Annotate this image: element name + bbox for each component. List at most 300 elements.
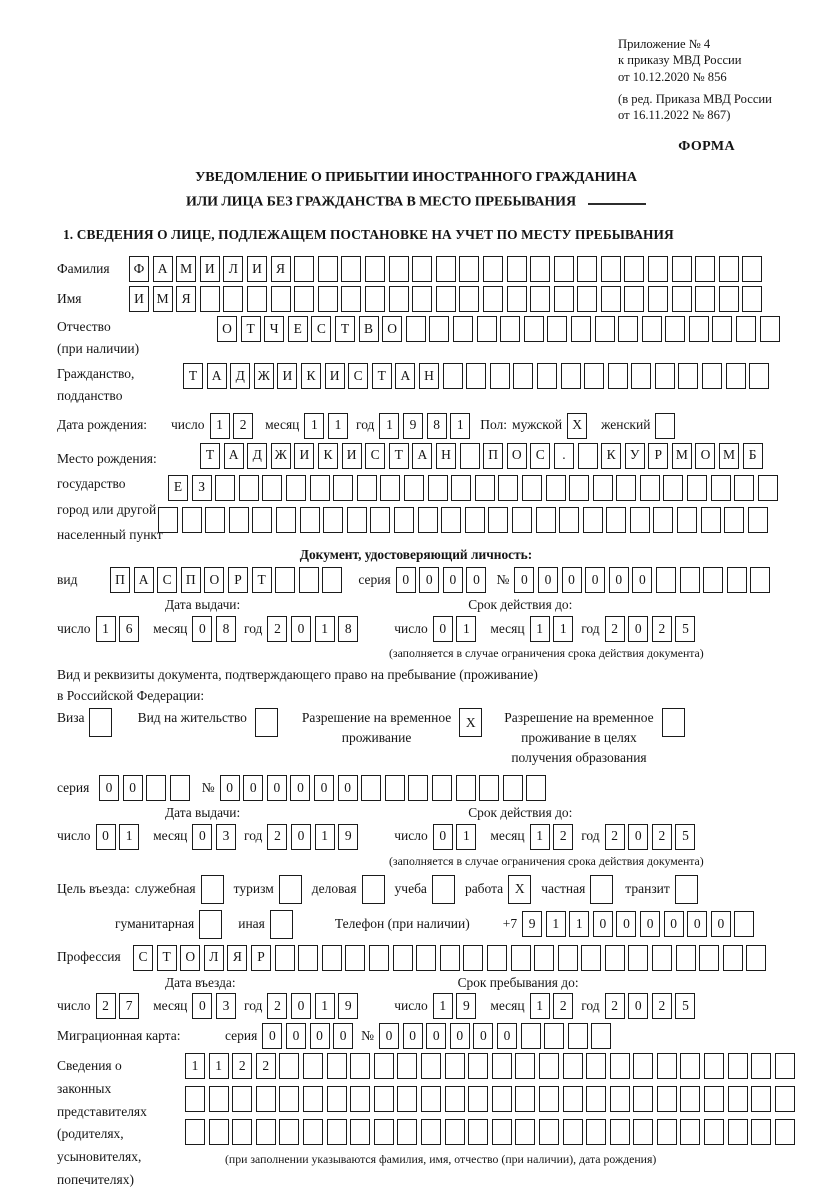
citizenship-cells: [183, 363, 769, 389]
cell-box: [323, 507, 343, 533]
cell-box: С: [365, 443, 385, 469]
cell-box: [232, 1119, 252, 1145]
cell-box: 0: [96, 824, 116, 850]
cell-box: Е: [288, 316, 308, 342]
cell-box: 1: [210, 413, 230, 439]
cell-box: [255, 708, 278, 737]
month-word: месяц: [265, 417, 300, 433]
cell-box: 0: [333, 1023, 353, 1049]
stay-day: [433, 993, 477, 1019]
cell-box: Л: [223, 256, 243, 282]
cell-box: [303, 1119, 323, 1145]
cell-box: 2: [605, 993, 625, 1019]
cell-box: 0: [291, 993, 311, 1019]
cell-box: Л: [204, 945, 224, 971]
cell-box: [687, 475, 707, 501]
cell-box: [322, 567, 342, 593]
cell-box: [563, 1053, 583, 1079]
cell-box: 2: [267, 824, 287, 850]
cell-box: [385, 775, 405, 801]
cell-box: А: [412, 443, 432, 469]
cell-box: С: [311, 316, 331, 342]
cell-box: [201, 875, 224, 904]
cell-box: [569, 475, 589, 501]
cell-box: [380, 475, 400, 501]
cell-box: [490, 363, 510, 389]
cell-box: [374, 1086, 394, 1112]
cell-box: [488, 507, 508, 533]
temp-residence-edu-checkbox: [662, 708, 685, 737]
entry-day: [96, 993, 140, 1019]
cell-box: К: [601, 443, 621, 469]
cell-box: 5: [675, 616, 695, 642]
cell-box: [742, 286, 762, 312]
entry-month: [192, 993, 236, 1019]
residence-issue-year: [267, 824, 358, 850]
entry-date-titles: [57, 975, 775, 992]
cell-box: [655, 413, 675, 439]
cell-box: 1: [530, 993, 550, 1019]
cell-box: [459, 256, 479, 282]
cell-box: К: [318, 443, 338, 469]
cell-box: [492, 1086, 512, 1112]
cell-box: 0: [286, 1023, 306, 1049]
cell-box: [492, 1119, 512, 1145]
profession-row: [57, 945, 775, 971]
residence-permit-option: Вид на жительство: [138, 708, 278, 737]
doc-type-label: вид: [57, 571, 78, 587]
cell-box: [657, 1053, 677, 1079]
cell-box: 0: [609, 567, 629, 593]
cell-box: [680, 1086, 700, 1112]
female-label: женский: [601, 417, 651, 433]
migration-number-label: №: [361, 1027, 375, 1043]
cell-box: [327, 1119, 347, 1145]
cell-box: Т: [241, 316, 261, 342]
cell-box: 0: [243, 775, 263, 801]
cell-box: Д: [230, 363, 250, 389]
cell-box: Т: [157, 945, 177, 971]
cell-box: [515, 1119, 535, 1145]
cell-box: [389, 286, 409, 312]
cell-box: [275, 945, 295, 971]
cell-box: [702, 363, 722, 389]
cell-box: 1: [315, 993, 335, 1019]
cell-box: [539, 1086, 559, 1112]
cell-box: [507, 286, 527, 312]
cell-box: [590, 875, 613, 904]
cell-box: [479, 775, 499, 801]
cell-box: [534, 945, 554, 971]
residence-series-label: серия: [57, 779, 90, 795]
cell-box: [513, 363, 533, 389]
cell-box: [406, 316, 426, 342]
cell-box: 3: [216, 824, 236, 850]
cell-box: С: [157, 567, 177, 593]
citizenship-row: [57, 363, 775, 406]
cell-box: Н: [419, 363, 439, 389]
purpose-other: иная: [238, 910, 293, 939]
cell-box: [279, 875, 302, 904]
cell-box: [593, 475, 613, 501]
cell-box: 0: [379, 1023, 399, 1049]
cell-box: [610, 1119, 630, 1145]
cell-box: [633, 1119, 653, 1145]
cell-box: [601, 256, 621, 282]
cell-box: [676, 945, 696, 971]
birth-date-label: Дата рождения:: [57, 417, 148, 433]
cell-box: Д: [247, 443, 267, 469]
cell-box: 0: [585, 567, 605, 593]
migration-series-label: серия: [225, 1027, 258, 1043]
cell-box: [468, 1086, 488, 1112]
cell-box: Ж: [271, 443, 291, 469]
cell-box: [350, 1086, 370, 1112]
cell-box: [341, 256, 361, 282]
cell-box: [616, 475, 636, 501]
cell-box: 0: [262, 1023, 282, 1049]
cell-box: [294, 256, 314, 282]
cell-box: [432, 875, 455, 904]
cell-box: [487, 945, 507, 971]
stay-month: [530, 993, 574, 1019]
cell-box: [185, 1119, 205, 1145]
cell-box: [286, 475, 306, 501]
cell-box: [751, 1119, 771, 1145]
cell-box: [170, 775, 190, 801]
cell-box: [465, 507, 485, 533]
cell-box: И: [129, 286, 149, 312]
cell-box: [554, 256, 574, 282]
cell-box: [544, 1023, 564, 1049]
residence-expiry-year: [605, 824, 696, 850]
cell-box: 0: [291, 824, 311, 850]
cell-box: 1: [315, 824, 335, 850]
cell-box: [526, 775, 546, 801]
residence-issue-day: [96, 824, 140, 850]
identity-doc-type-row: [57, 567, 775, 593]
phone-prefix: +7: [502, 915, 518, 931]
cell-box: [657, 1086, 677, 1112]
cell-box: [608, 363, 628, 389]
cell-box: Т: [335, 316, 355, 342]
cell-box: 1: [530, 824, 550, 850]
cell-box: [648, 256, 668, 282]
cell-box: [256, 1086, 276, 1112]
section1-title: 1. СВЕДЕНИЯ О ЛИЦЕ, ПОДЛЕЖАЩЕМ ПОСТАНОВКЕ НА УЧЕТ ПО МЕСТУ ПРЕБЫВАНИЯ: [63, 227, 674, 243]
cell-box: [357, 475, 377, 501]
cell-box: [483, 286, 503, 312]
given-name-row: [57, 286, 775, 312]
cell-box: [728, 1086, 748, 1112]
cell-box: Т: [200, 443, 220, 469]
cell-box: [453, 316, 473, 342]
cell-box: [742, 256, 762, 282]
cell-box: Ф: [129, 256, 149, 282]
cell-box: [466, 363, 486, 389]
cell-box: 0: [267, 775, 287, 801]
doc-number-label: №: [496, 571, 510, 587]
cell-box: [182, 507, 202, 533]
cell-box: [583, 507, 603, 533]
cell-box: И: [294, 443, 314, 469]
cell-box: Е: [168, 475, 188, 501]
appendix-line: от 10.12.2020 № 856: [618, 69, 727, 84]
cell-box: [389, 256, 409, 282]
cell-box: [775, 1119, 795, 1145]
entry-purpose-row2: [57, 910, 775, 939]
residence-doc-series-row: [57, 775, 775, 801]
cell-box: [547, 316, 567, 342]
edition-line: от 16.11.2022 № 867): [618, 108, 731, 123]
cell-box: М: [176, 256, 196, 282]
cell-box: [418, 507, 438, 533]
cell-box: [445, 1086, 465, 1112]
cell-box: 2: [652, 993, 672, 1019]
cell-box: Р: [228, 567, 248, 593]
cell-box: [477, 316, 497, 342]
cell-box: О: [507, 443, 527, 469]
cell-box: [200, 286, 220, 312]
cell-box: Я: [227, 945, 247, 971]
cell-box: [680, 1053, 700, 1079]
cell-box: [610, 1053, 630, 1079]
cell-box: [581, 945, 601, 971]
cell-box: [443, 363, 463, 389]
cell-box: [271, 286, 291, 312]
representatives-cells-row2: [185, 1086, 775, 1112]
cell-box: 1: [328, 413, 348, 439]
cell-box: 0: [632, 567, 652, 593]
purpose-humanitarian: гуманитарная: [115, 910, 222, 939]
cell-box: [727, 567, 747, 593]
cell-box: И: [342, 443, 362, 469]
cell-box: [146, 775, 166, 801]
cell-box: [751, 1086, 771, 1112]
entry-purpose-row: [57, 875, 775, 904]
cell-box: 0: [426, 1023, 446, 1049]
cell-box: [209, 1119, 229, 1145]
migration-card-row: [57, 1023, 775, 1049]
residence-expiry-month: [530, 824, 574, 850]
cell-box: 0: [628, 993, 648, 1019]
cell-box: 5: [675, 824, 695, 850]
cell-box: [680, 567, 700, 593]
cell-box: [563, 1119, 583, 1145]
cell-box: С: [133, 945, 153, 971]
cell-box: И: [200, 256, 220, 282]
cell-box: [397, 1086, 417, 1112]
surname-row: [57, 256, 775, 282]
cell-box: [421, 1119, 441, 1145]
male-checkbox: [567, 413, 587, 439]
cell-box: [463, 945, 483, 971]
entry-date-title: Дата въезда:: [165, 974, 236, 990]
cell-box: [655, 363, 675, 389]
edition-line: (в ред. Приказа МВД России: [618, 92, 772, 107]
visa-option: Виза: [57, 708, 112, 737]
cell-box: [633, 1086, 653, 1112]
cell-box: [728, 1119, 748, 1145]
cell-box: [595, 316, 615, 342]
cell-box: [724, 507, 744, 533]
cell-box: [512, 507, 532, 533]
humanitarian-checkbox: [199, 910, 222, 939]
cell-box: 8: [216, 616, 236, 642]
cell-box: 0: [310, 1023, 330, 1049]
cell-box: [558, 945, 578, 971]
cell-box: [436, 256, 456, 282]
male-label: мужской: [512, 417, 563, 433]
cell-box: [327, 1053, 347, 1079]
cell-box: 1: [209, 1053, 229, 1079]
cell-box: [412, 256, 432, 282]
cell-box: [397, 1053, 417, 1079]
cell-box: [539, 1119, 559, 1145]
cell-box: [672, 286, 692, 312]
cell-box: [511, 945, 531, 971]
cell-box: [695, 256, 715, 282]
cell-box: [451, 475, 471, 501]
cell-box: 1: [530, 616, 550, 642]
cell-box: [749, 363, 769, 389]
cell-box: [633, 1053, 653, 1079]
purpose-work: работа X: [465, 875, 531, 904]
cell-box: П: [110, 567, 130, 593]
cell-box: 2: [605, 616, 625, 642]
cell-box: [563, 1086, 583, 1112]
cell-box: [631, 363, 651, 389]
cell-box: 1: [379, 413, 399, 439]
cell-box: [530, 256, 550, 282]
female-checkbox: [655, 413, 675, 439]
cell-box: [586, 1086, 606, 1112]
cell-box: [503, 775, 523, 801]
cell-box: [662, 708, 685, 737]
cell-box: 2: [553, 993, 573, 1019]
cell-box: 1: [185, 1053, 205, 1079]
birth-place-block: [57, 443, 775, 545]
doc-expiry-day: [433, 616, 477, 642]
patronymic-row: [57, 316, 775, 359]
purpose-study: учеба: [395, 875, 455, 904]
cell-box: [232, 1086, 252, 1112]
cell-box: [695, 286, 715, 312]
birth-date-row: [57, 413, 775, 439]
cell-box: 9: [522, 911, 542, 937]
cell-box: А: [134, 567, 154, 593]
cell-box: [719, 286, 739, 312]
cell-box: [322, 945, 342, 971]
residence-series-cells: [99, 775, 190, 801]
cell-box: [678, 363, 698, 389]
cell-box: [500, 316, 520, 342]
cell-box: [675, 875, 698, 904]
stay-year: [605, 993, 696, 1019]
cell-box: [680, 1119, 700, 1145]
cell-box: [428, 475, 448, 501]
cell-box: О: [695, 443, 715, 469]
cell-box: [365, 286, 385, 312]
cell-box: К: [301, 363, 321, 389]
doc-number-cells: [514, 567, 770, 593]
temp-residence-edu-option: Разрешение на временное проживание в целях получения образования: [504, 708, 684, 767]
cell-box: [605, 945, 625, 971]
cell-box: 0: [616, 911, 636, 937]
cell-box: 2: [267, 616, 287, 642]
cell-box: [712, 316, 732, 342]
cell-box: [345, 945, 365, 971]
purpose-transit: транзит: [625, 875, 698, 904]
residence-number-label: №: [201, 779, 215, 795]
profession-cells: [133, 945, 766, 971]
temp-residence-option: Разрешение на временное проживание X: [302, 708, 482, 747]
cell-box: 0: [473, 1023, 493, 1049]
cell-box: [303, 1086, 323, 1112]
other-checkbox: [270, 910, 293, 939]
private-checkbox: [590, 875, 613, 904]
purpose-private: частная: [541, 875, 613, 904]
title-underline: [588, 190, 646, 205]
doc-series-cells: [396, 567, 487, 593]
cell-box: Ж: [254, 363, 274, 389]
cell-box: [468, 1053, 488, 1079]
cell-box: Б: [743, 443, 763, 469]
official-checkbox: [201, 875, 224, 904]
cell-box: [665, 316, 685, 342]
cell-box: [701, 507, 721, 533]
cell-box: 0: [443, 567, 463, 593]
stay-until-title: Срок пребывания до:: [457, 974, 579, 990]
cell-box: М: [672, 443, 692, 469]
cell-box: [539, 1053, 559, 1079]
cell-box: [577, 286, 597, 312]
cell-box: [421, 1086, 441, 1112]
form-word: ФОРМА: [678, 138, 735, 154]
cell-box: Т: [183, 363, 203, 389]
cell-box: [642, 316, 662, 342]
cell-box: Р: [251, 945, 271, 971]
cell-box: Т: [372, 363, 392, 389]
cell-box: [460, 443, 480, 469]
residence-issue-month: [192, 824, 236, 850]
cell-box: [394, 507, 414, 533]
birth-place-cells-row1: [200, 443, 775, 469]
purpose-business: деловая: [312, 875, 385, 904]
cell-box: [298, 945, 318, 971]
cell-box: 0: [192, 616, 212, 642]
cell-box: X: [567, 413, 587, 439]
cell-box: 0: [687, 911, 707, 937]
cell-box: [663, 475, 683, 501]
cell-box: Я: [176, 286, 196, 312]
citizenship-label: Гражданство, подданство: [57, 366, 135, 403]
residence-doc-line2: в Российской Федерации:: [57, 687, 205, 703]
cell-box: [591, 1023, 611, 1049]
cell-box: [656, 567, 676, 593]
residence-doc-line1: Вид и реквизиты документа, подтверждающего право на пребывание (проживание): [57, 666, 538, 682]
birth-month-cells: [304, 413, 348, 439]
page-title: [57, 167, 775, 213]
patronymic-label: Отчество (при наличии): [57, 319, 140, 356]
cell-box: [630, 507, 650, 533]
cell-box: И: [277, 363, 297, 389]
cell-box: [276, 507, 296, 533]
cell-box: [726, 363, 746, 389]
doc-issue-month: [192, 616, 236, 642]
cell-box: 2: [267, 993, 287, 1019]
cell-box: [223, 286, 243, 312]
